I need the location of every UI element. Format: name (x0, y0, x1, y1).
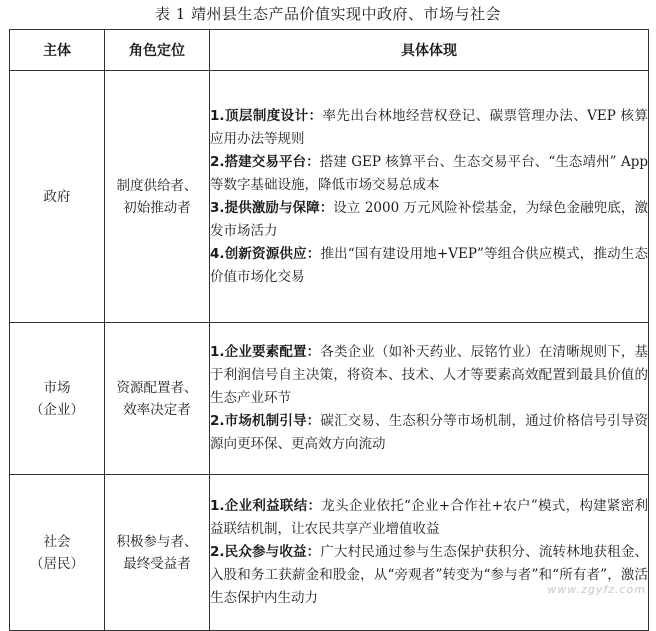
subject-line: 政府 (43, 188, 71, 205)
subject-line: 社会 (43, 533, 71, 550)
comparison-table (9, 29, 649, 631)
subject-cell (10, 71, 105, 323)
role-line: 效率决定者 (123, 401, 191, 418)
detail-heading: 1.顶层制度设计： (210, 107, 323, 124)
details-cell (210, 71, 649, 323)
detail-text: 龙头企业依托“企业+合作社+农户”模式，构建紧密利益联结机制，让农民共享产业增值收益 (210, 498, 648, 537)
detail-heading: 1.企业要素配置： (210, 344, 321, 360)
detail-heading: 2.搭建交易平台： (210, 153, 320, 170)
detail-heading: 2.民众参与收益： (210, 544, 321, 560)
role-line: 初始推动者 (123, 199, 191, 216)
detail-text: 设立 2000 万元风险补偿基金，为绿色金融兜底，激发市场活力 (210, 199, 648, 239)
table-header-row (10, 30, 649, 71)
detail-heading: 1.企业利益联结： (210, 498, 322, 514)
header-role: 角色定位 (105, 30, 210, 71)
detail-text: 碳汇交易、生态积分等市场机制，通过价格信号引导资源向更环保、更高效方向流动 (210, 413, 648, 452)
detail-text: 广大村民通过参与生态保护获积分、流转林地获租金、入股和务工获薪金和股金，从“旁观者”转变为“参与者”和“所有者”，激活生态保护内生动力 (210, 544, 648, 606)
row-society (10, 475, 649, 631)
detail-item (210, 410, 648, 456)
role-line: 最终受益者 (123, 555, 191, 572)
detail-heading: 2.市场机制引导： (210, 413, 321, 429)
subject-line: （企业） (30, 401, 84, 418)
subject-line: （居民） (30, 555, 84, 572)
row-government (10, 71, 649, 323)
role-line: 资源配置者、 (116, 379, 198, 396)
subject-cell (10, 323, 105, 475)
detail-item (210, 151, 648, 197)
details-cell (210, 323, 649, 475)
detail-item (210, 197, 648, 243)
role-cell (105, 71, 210, 323)
subject-cell (10, 475, 105, 631)
detail-text: 推出“国有建设用地+VEP”等组合供应模式，推动生态价值市场化交易 (210, 245, 648, 285)
role-cell (105, 475, 210, 631)
role-cell (105, 323, 210, 475)
detail-item (210, 105, 648, 151)
header-subject: 主体 (10, 30, 105, 71)
detail-item (210, 495, 648, 541)
detail-item (210, 243, 648, 289)
detail-item (210, 341, 648, 410)
detail-text: 率先出台林地经营权登记、碳票管理办法、VEP 核算应用办法等规则 (210, 107, 648, 147)
detail-item (210, 541, 648, 610)
role-line: 制度供给者、 (116, 177, 198, 194)
detail-heading: 3.提供激励与保障： (210, 199, 334, 216)
table-caption: 表 1 靖州县生态产品价值实现中政府、市场与社会 (154, 5, 502, 23)
header-details: 具体体现 (210, 30, 649, 71)
row-market (10, 323, 649, 475)
subject-line: 市场 (43, 379, 71, 396)
detail-text: 各类企业（如补天药业、辰铭竹业）在清晰规则下，基于利润信号自主决策，将资本、技术、人才等要素高效配置到最具价值的生态产业环节 (210, 344, 648, 406)
detail-text: 搭建 GEP 核算平台、生态交易平台、“生态靖州” App 等数字基础设施，降低市场交易总成本 (210, 153, 648, 193)
details-cell (210, 475, 649, 631)
watermark: www.zgyfz.com (547, 583, 646, 596)
role-line: 积极参与者、 (116, 533, 198, 550)
detail-heading: 4.创新资源供应： (210, 245, 321, 262)
